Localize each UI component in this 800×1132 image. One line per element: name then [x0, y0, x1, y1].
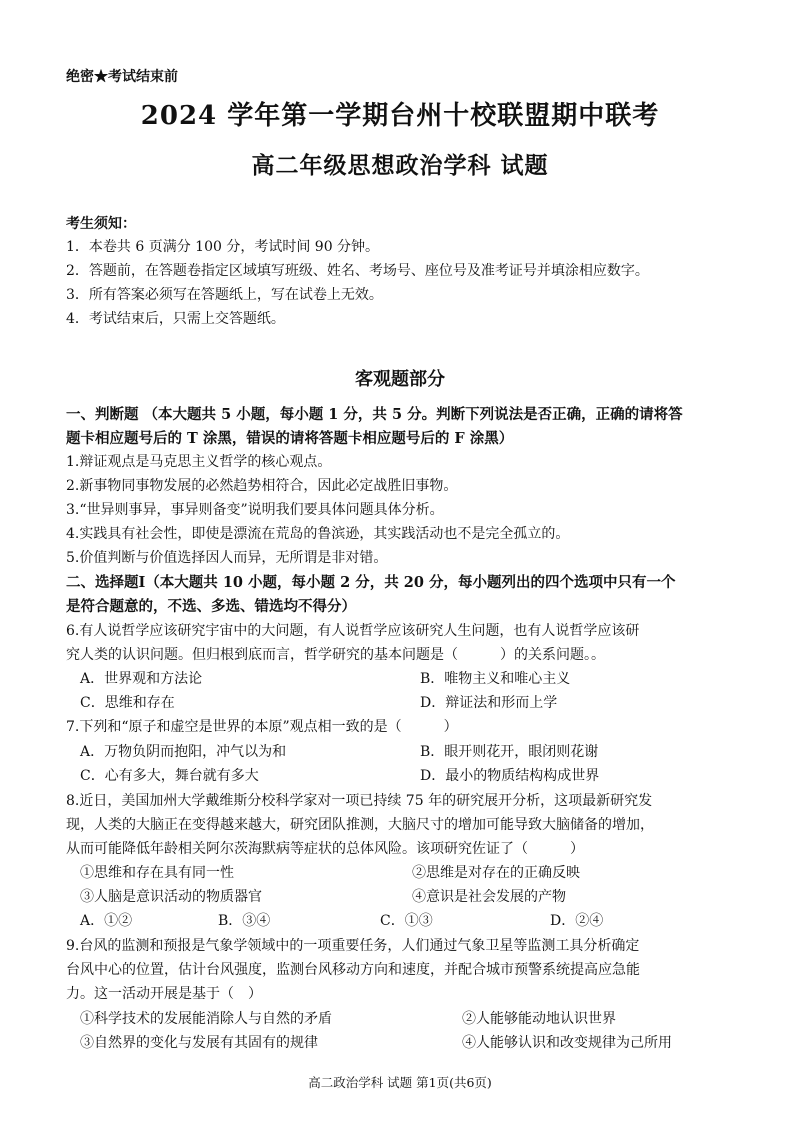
- confidential-label: 绝密★考试结束前: [66, 69, 178, 85]
- section-title: 客观题部分: [355, 369, 445, 390]
- question-8-stem: 8.近日，美国加州大学戴维斯分校科学家对一项已持续 75 年的研究展开分析，这项最新研究发: [66, 793, 653, 809]
- statement-4: ④人能够认识和改变规律为己所用: [462, 1035, 672, 1051]
- question-6-stem: 究人类的认识问题。但归根到底而言，哲学研究的基本问题是（ ）的关系问题。。: [66, 647, 605, 663]
- judgement-item: 2.新事物同事物发展的必然趋势相符合，因此必定战胜旧事物。: [66, 478, 458, 494]
- option-c: C．心有多大，舞台就有多大: [80, 768, 259, 784]
- judgement-item: 4.实践具有社会性，即使是漂流在荒岛的鲁滨逊，其实践活动也不是完全孤立的。: [66, 526, 570, 542]
- judgement-item: 1.辩证观点是马克思主义哲学的核心观点。: [66, 454, 332, 470]
- question-9-stem: 力。这一活动开展是基于（ ）: [66, 986, 262, 1002]
- option-c: C．①③: [380, 913, 433, 929]
- question-7-stem: 7.下列和“原子和虚空是世界的本原”观点相一致的是（ ）: [66, 719, 458, 735]
- statement-3: ③自然界的变化与发展有其固有的规律: [80, 1035, 318, 1051]
- question-8-stem: 现，人类的大脑正在变得越来越大，研究团队推测，大脑尺寸的增加可能导致大脑储备的增加，: [66, 817, 654, 833]
- statement-1: ①科学技术的发展能消除人与自然的矛盾: [80, 1011, 332, 1027]
- part1-heading: 一、判断题 （本大题共 5 小题，每小题 1 分，共 5 分。判断下列说法是否正确，正确的请将答: [66, 406, 683, 423]
- question-6-stem: 6.有人说哲学应该研究宇宙中的大问题，有人说哲学应该研究人生问题，也有人说哲学应该研: [66, 623, 640, 639]
- option-b: B．唯物主义和唯心主义: [420, 671, 571, 687]
- statement-3: ③人脑是意识活动的物质器官: [80, 889, 262, 905]
- notice-item: 1．本卷共 6 页满分 100 分，考试时间 90 分钟。: [66, 239, 380, 255]
- option-b: B．眼开则花开，眼闭则花谢: [420, 744, 599, 760]
- part1-heading: 题卡相应题号后的 T 涂黑，错误的请将答题卡相应题号后的 F 涂黑）: [66, 430, 514, 447]
- judgement-item: 3.“世异则事异，事异则备变”说明我们要具体问题具体分析。: [66, 502, 444, 518]
- part2-heading: 二、选择题Ⅰ（本大题共 10 小题，每小题 2 分，共 20 分，每小题列出的四个选项中只有一个: [66, 574, 676, 591]
- option-a: A．①②: [80, 913, 133, 929]
- notice-heading: 考生须知：: [66, 216, 136, 232]
- statement-2: ②思维是对存在的正确反映: [412, 865, 580, 881]
- question-8-stem: 从而可能降低年龄相关阿尔茨海默病等症状的总体风险。该项研究佐证了（ ）: [66, 841, 584, 857]
- option-d: D．最小的物质结构构成世界: [420, 768, 600, 784]
- option-d: D．②④: [550, 913, 604, 929]
- notice-item: 2．答题前，在答题卷指定区域填写班级、姓名、考场号、座位号及准考证号并填涂相应数字。: [66, 263, 649, 279]
- part2-heading: 是符合题意的，不选、多选、错选均不得分）: [66, 598, 356, 615]
- question-9-stem: 9.台风的监测和预报是气象学领域中的一项重要任务，人们通过气象卫星等监测工具分析确定: [66, 938, 640, 954]
- option-c: C．思维和存在: [80, 695, 175, 711]
- statement-4: ④意识是社会发展的产物: [412, 889, 566, 905]
- statement-1: ①思维和存在具有同一性: [80, 865, 234, 881]
- page-footer: 高二政治学科 试题 第1页(共6页): [308, 1075, 492, 1090]
- option-d: D．辩证法和形而上学: [420, 695, 558, 711]
- option-a: A．万物负阴而抱阳，冲气以为和: [80, 744, 287, 760]
- notice-item: 4．考试结束后，只需上交答题纸。: [66, 311, 285, 327]
- judgement-item: 5.价值判断与价值选择因人而异，无所谓是非对错。: [66, 550, 388, 566]
- notice-item: 3．所有答案必须写在答题纸上，写在试卷上无效。: [66, 287, 383, 303]
- question-9-stem: 台风中心的位置，估计台风强度，监测台风移动方向和速度，并配合城市预警系统提高应急能: [66, 962, 640, 978]
- statement-2: ②人能够能动地认识世界: [462, 1011, 616, 1027]
- exam-title: 2024 学年第一学期台州十校联盟期中联考: [140, 101, 660, 131]
- exam-subtitle: 高二年级思想政治学科 试题: [251, 152, 549, 179]
- option-a: A．世界观和方法论: [80, 671, 203, 687]
- option-b: B．③④: [218, 913, 271, 929]
